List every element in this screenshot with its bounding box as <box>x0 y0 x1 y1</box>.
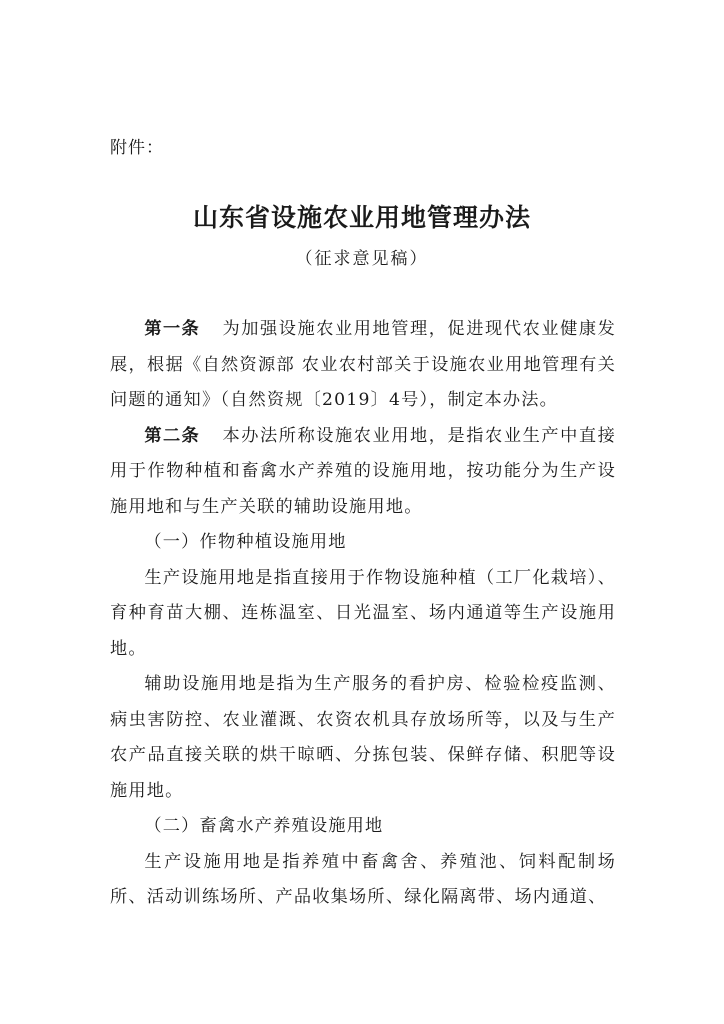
section-1-production: 生产设施用地是指直接用于作物设施种植（工厂化栽培）、育种育苗大棚、连栋温室、日光温室、场内通道等生产设施用地。 <box>110 567 616 659</box>
document-title: 山东省设施农业用地管理办法 <box>192 203 531 232</box>
article-1 <box>110 312 616 419</box>
section-1-heading: （一）作物种植设施用地 <box>144 532 347 552</box>
document-body <box>110 312 616 916</box>
section-2-heading: （二）畜禽水产养殖设施用地 <box>144 816 384 836</box>
article-2-heading: 第二条 <box>144 425 201 446</box>
section-2-production: 生产设施用地是指养殖中畜禽舍、养殖池、饲料配制场所、活动训练场所、产品收集场所、绿化隔离带、场内通道、 <box>110 851 616 907</box>
section-1-auxiliary: 辅助设施用地是指为生产服务的看护房、检验检疫监测、病虫害防控、农业灌溉、农资农机具存放场所等，以及与生产农产品直接关联的烘干晾晒、分拣包装、保鲜存储、积肥等设施用地。 <box>110 674 616 801</box>
document-subtitle: （征求意见稿） <box>295 249 429 269</box>
article-2-text: 本办法所称设施农业用地，是指农业生产中直接用于作物种植和畜禽水产养殖的设施用地，按功能分为生产设施用地和与生产关联的辅助设施用地。 <box>110 425 616 517</box>
article-1-text: 为加强设施农业用地管理，促进现代农业健康发展，根据《自然资源部 农业农村部关于设施农业用地管理有关问题的通知》（自然资规〔2019〕4号），制定本办法。 <box>110 319 616 410</box>
article-1-heading: 第一条 <box>144 319 201 339</box>
attachment-label: 附件： <box>110 138 164 158</box>
article-2 <box>110 419 616 526</box>
